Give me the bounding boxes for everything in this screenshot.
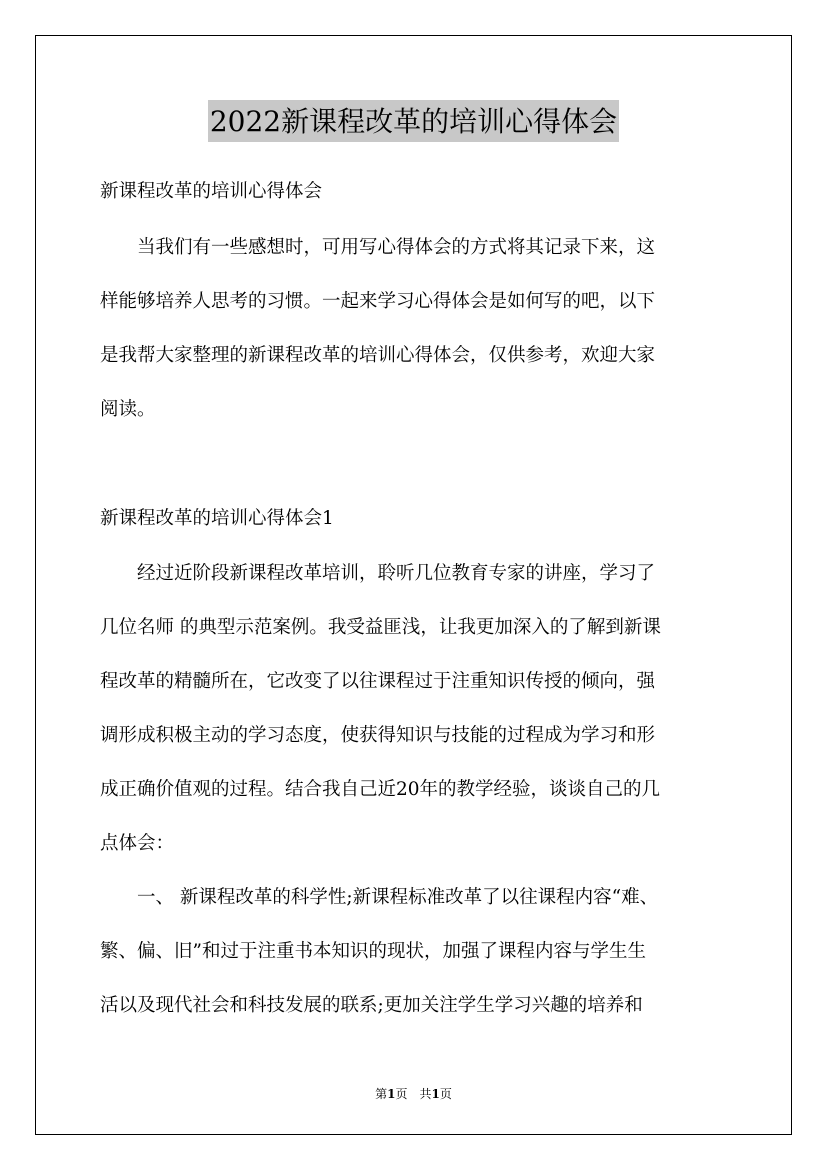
paragraph-line: 程改革的精髓所在，它改变了以往课程过于注重知识传授的倾向，强 xyxy=(100,671,656,692)
paragraph-line: 活以及现代社会和科技发展的联系;更加关注学生学习兴趣的培养和 xyxy=(100,995,643,1016)
paragraph-line: 几位名师 的典型示范案例。我受益匪浅，让我更加深入的了解到新课 xyxy=(100,617,661,638)
paragraph-line: 成正确价值观的过程。结合我自己近20年的教学经验，谈谈自己的几 xyxy=(100,779,661,800)
document-title: 2022新课程改革的培训心得体会 xyxy=(208,100,619,142)
footer-suffix: 页 xyxy=(439,1087,452,1101)
paragraph-line: 阅读。 xyxy=(100,399,156,420)
footer-middle: 页 共 xyxy=(395,1087,432,1101)
paragraph-line: 调形成积极主动的学习态度，使获得知识与技能的过程成为学习和形 xyxy=(100,725,656,746)
section-heading: 新课程改革的培训心得体会 xyxy=(100,181,323,202)
paragraph-line: 经过近阶段新课程改革培训，聆听几位教育专家的讲座，学习了 xyxy=(100,563,656,584)
paragraph-line: 当我们有一些感想时，可用写心得体会的方式将其记录下来，这 xyxy=(100,237,656,258)
paragraph-line: 是我帮大家整理的新课程改革的培训心得体会，仅供参考，欢迎大家 xyxy=(100,345,656,366)
paragraph-line: 繁、偏、旧”和过于注重书本知识的现状，加强了课程内容与学生生 xyxy=(100,941,646,962)
footer-page-number: 1 xyxy=(387,1087,396,1101)
paragraph-line: 样能够培养人思考的习惯。一起来学习心得体会是如何写的吧，以下 xyxy=(100,291,656,312)
page-footer xyxy=(0,1085,827,1102)
paragraph-line: 一、 新课程改革的科学性;新课程标准改革了以往课程内容“难、 xyxy=(100,887,659,908)
section-heading: 新课程改革的培训心得体会1 xyxy=(100,508,334,529)
title-wrap xyxy=(0,100,827,142)
footer-prefix: 第 xyxy=(375,1087,388,1101)
footer-page-total: 1 xyxy=(431,1087,440,1101)
paragraph-line: 点体会： xyxy=(100,833,175,854)
